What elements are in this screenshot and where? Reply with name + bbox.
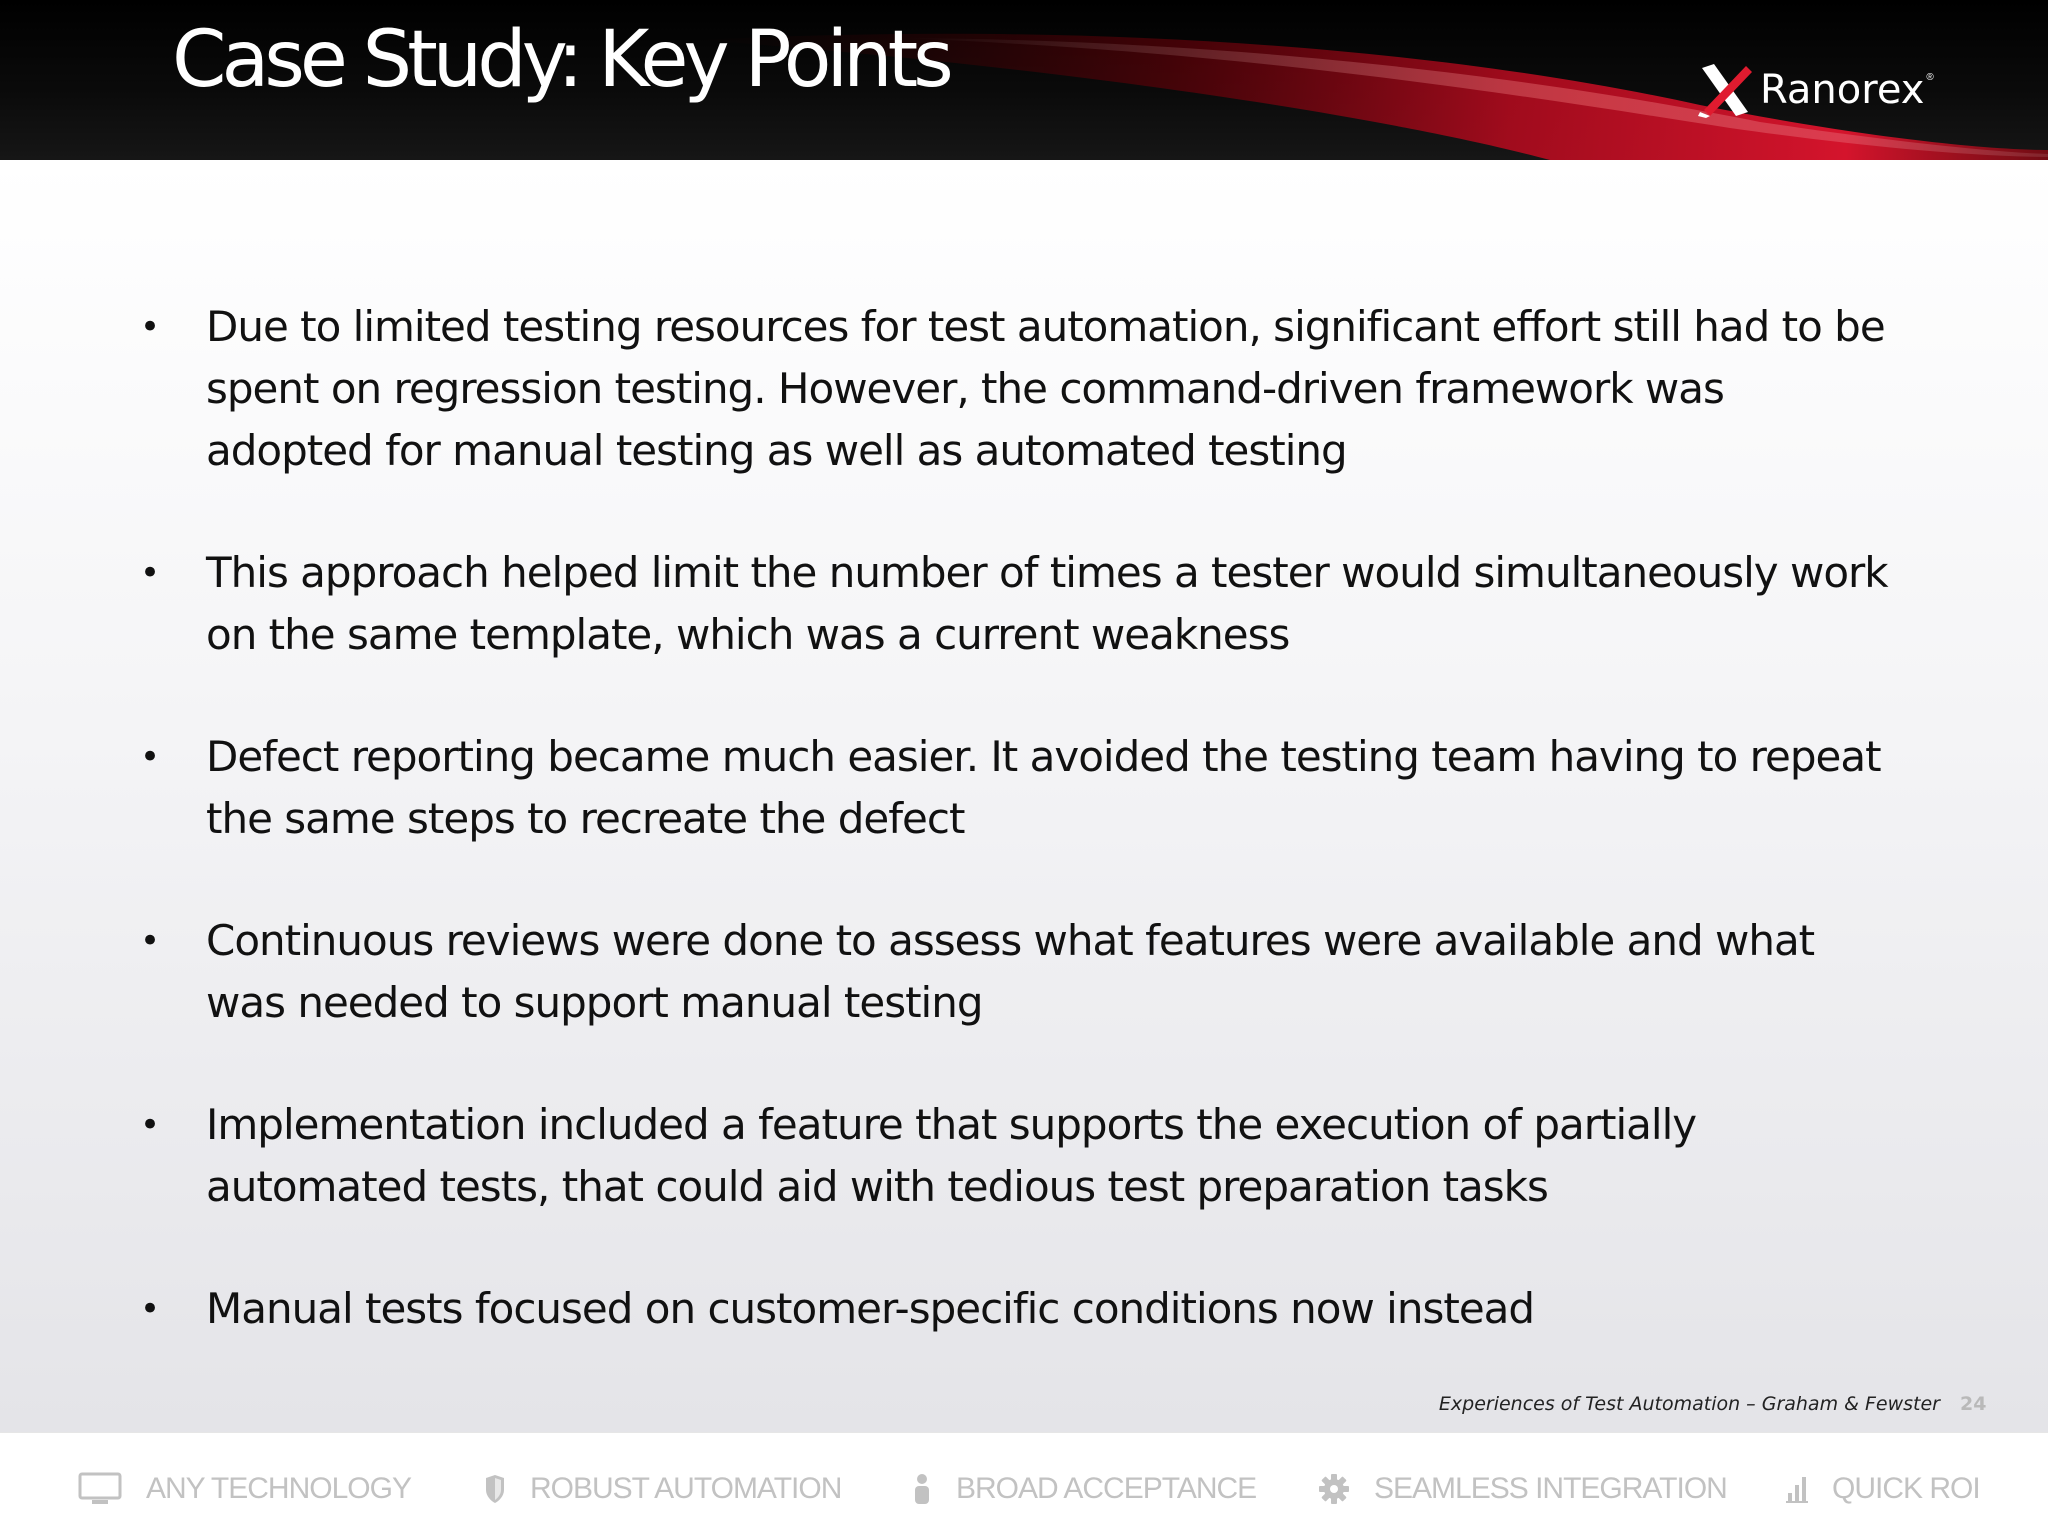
feature-label: ROBUST AUTOMATION — [530, 1472, 842, 1505]
source-citation: Experiences of Test Automation – Graham & Fewster — [1438, 1393, 1940, 1415]
slide-title: Case Study: Key Points — [172, 15, 949, 105]
list-item — [140, 296, 1900, 482]
slide-body — [0, 160, 2048, 1432]
bullet-text: Implementation included a feature that supports the execution of partially automated tests, that could aid with tedious test preparation tasks — [206, 1100, 1697, 1211]
feature-robust-automation — [484, 1469, 841, 1509]
bullet-marker: • — [140, 921, 160, 961]
bullet-marker: • — [140, 307, 160, 347]
feature-bar — [0, 1432, 2048, 1537]
logo-wordmark: Ranorex — [1760, 67, 1925, 113]
feature-label: ANY TECHNOLOGY — [146, 1472, 411, 1505]
gear-icon — [1318, 1473, 1350, 1505]
list-item — [140, 910, 1900, 1034]
list-item — [140, 726, 1900, 850]
person-icon — [912, 1473, 932, 1505]
feature-label: SEAMLESS INTEGRATION — [1374, 1472, 1727, 1505]
list-item — [140, 1278, 1900, 1340]
bullet-marker: • — [140, 553, 160, 593]
bullet-marker: • — [140, 1105, 160, 1145]
monitor-icon — [78, 1472, 122, 1506]
slide-header — [0, 0, 2048, 160]
feature-label: QUICK ROI — [1832, 1472, 1980, 1505]
key-points-list — [140, 296, 1900, 1400]
feature-quick-roi — [1786, 1469, 1980, 1509]
feature-any-technology — [78, 1469, 411, 1509]
list-item — [140, 542, 1900, 666]
page-number: 24 — [1960, 1393, 1987, 1415]
feature-seamless-integration — [1318, 1469, 1727, 1509]
bullet-text: Due to limited testing resources for test automation, significant effort still had to be spent on regression testing. However, the command-driven framework was adopted for manual testing as well as automated testing — [206, 302, 1885, 475]
bullet-marker: • — [140, 1289, 160, 1329]
bullet-text: Defect reporting became much easier. It avoided the testing team having to repeat the same steps to recreate the defect — [206, 732, 1881, 843]
shield-icon — [484, 1474, 506, 1504]
logo-trademark: ® — [1926, 72, 1934, 83]
bar-chart-icon — [1786, 1475, 1808, 1503]
bullet-text: Continuous reviews were done to assess what features were available and what was needed to support manual testing — [206, 916, 1815, 1027]
list-item — [140, 1094, 1900, 1218]
bullet-text: This approach helped limit the number of times a tester would simultaneously work on the same template, which was a current weakness — [206, 548, 1888, 659]
bullet-marker: • — [140, 737, 160, 777]
ranorex-x-logo-icon — [1696, 60, 1754, 120]
bullet-text: Manual tests focused on customer-specific conditions now instead — [206, 1284, 1535, 1333]
feature-broad-acceptance — [912, 1469, 1256, 1509]
ranorex-logo — [1696, 58, 1934, 122]
feature-label: BROAD ACCEPTANCE — [956, 1472, 1257, 1505]
